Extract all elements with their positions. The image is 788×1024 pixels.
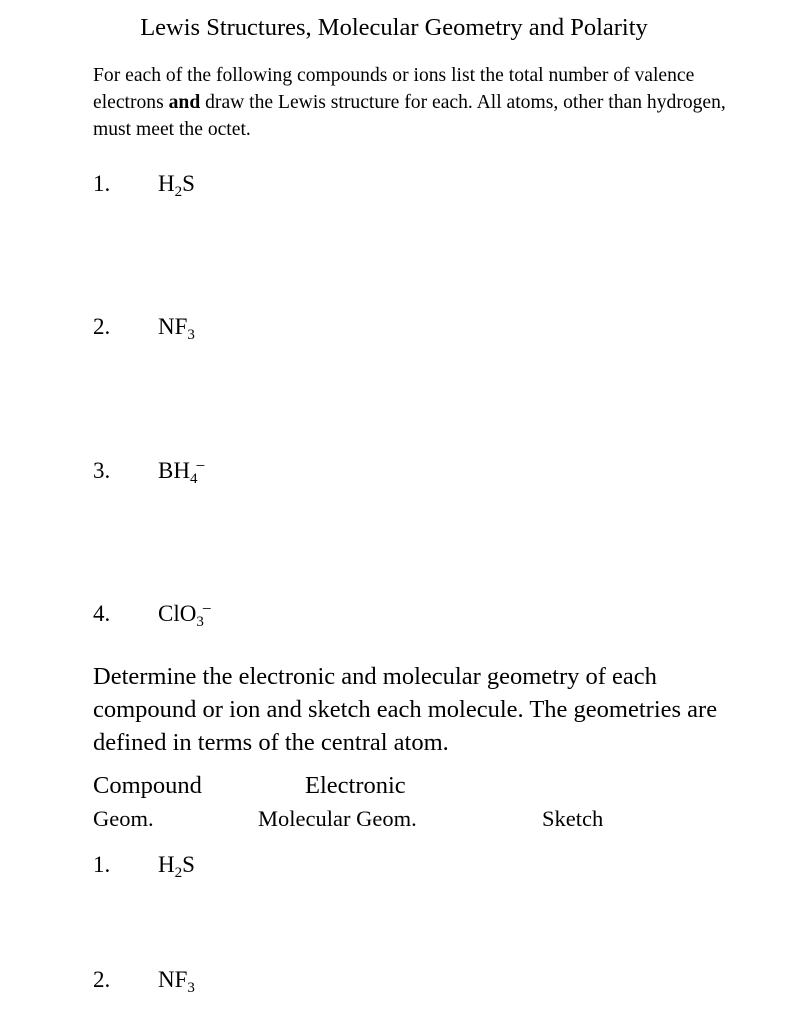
item-number: 4. xyxy=(93,601,111,626)
formula-charge: − xyxy=(201,599,212,618)
formula-base: BH xyxy=(158,458,190,483)
item-number: 1. xyxy=(93,171,111,196)
formula xyxy=(158,852,195,881)
header-electronic: Electronic xyxy=(305,772,406,799)
formula-base: H xyxy=(158,852,175,877)
formula xyxy=(158,967,195,996)
item-number: 2. xyxy=(93,314,111,339)
instructions xyxy=(93,62,733,143)
formula-base: H xyxy=(158,171,175,196)
instructions-part1: For each of the following compounds or ions list the total number of valence electrons xyxy=(93,65,695,113)
formula xyxy=(158,171,195,200)
formula xyxy=(158,599,212,630)
formula-subscript: 2 xyxy=(174,184,183,200)
item-number: 3. xyxy=(93,458,111,483)
formula-subscript: 3 xyxy=(196,614,204,630)
page-title: Lewis Structures, Molecular Geometry and Polarity xyxy=(140,14,648,41)
formula-subscript: 3 xyxy=(187,980,195,996)
formula-base: NF xyxy=(158,967,188,992)
geometry-instructions: Determine the electronic and molecular geometry of each compound or ion and sketch each molecule. The geometries are defined in terms of the central atom. xyxy=(93,663,718,756)
instructions-part2: draw the Lewis structure for each. All atoms, other than hydrogen, must meet the octet. xyxy=(93,92,726,140)
header-geom: Geom. xyxy=(93,806,154,831)
formula xyxy=(158,314,195,343)
item-number: 2. xyxy=(93,967,111,992)
formula-subscript: 4 xyxy=(189,471,198,487)
item-number: 1. xyxy=(93,852,111,877)
formula-base: NF xyxy=(158,314,188,339)
formula xyxy=(158,456,206,487)
formula-subscript: 3 xyxy=(187,327,195,343)
formula-rest: S xyxy=(182,171,195,196)
formula-base: ClO xyxy=(158,601,197,626)
header-molecular-geom: Molecular Geom. xyxy=(258,806,417,831)
formula-rest: S xyxy=(182,852,195,877)
instructions-bold: and xyxy=(168,92,201,113)
formula-subscript: 2 xyxy=(174,865,183,881)
header-compound: Compound xyxy=(93,772,202,799)
formula-charge: − xyxy=(195,456,206,475)
header-sketch: Sketch xyxy=(542,806,604,831)
